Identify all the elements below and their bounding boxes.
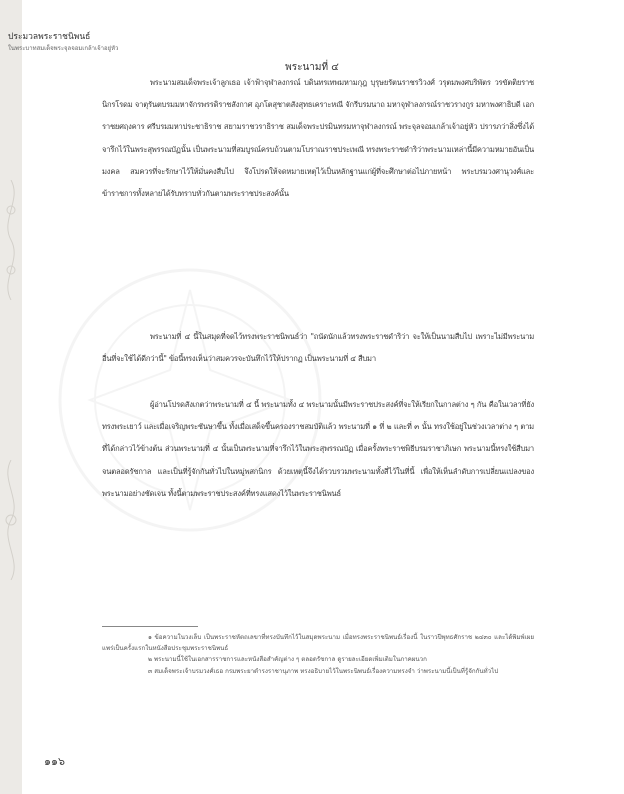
footnote-3: ๓ สมเด็จพระเจ้าบรมวงศ์เธอ กรมพระยาดำรงราชานุภาพ ทรงอธิบายไว้ในพระนิพนธ์เรื่องความทรงจำ ว่าพระนามนี้เป็นที่รู้จักกันทั่วไป — [148, 667, 499, 675]
section-heading: พระนามที่ ๔ — [285, 62, 339, 73]
paragraph-1 — [102, 72, 534, 205]
ornament-icon — [0, 460, 22, 580]
page-number: ๑๑๖ — [44, 755, 65, 768]
footnotes — [102, 632, 534, 677]
paragraph-3 — [102, 394, 534, 505]
header-title: ประมวลพระราชนิพนธ์ — [8, 32, 91, 42]
header-subtitle: ในพระบาทสมเด็จพระจุลจอมเกล้าเจ้าอยู่หัว — [8, 45, 119, 52]
paragraph-text: ผู้อ่านโปรดสังเกตว่าพระนามที่ ๔ นี้ พระนามทั้ง ๔ พระนามนั้นมีพระราชประสงค์ที่จะให้เรียกในกาลต่าง ๆ กัน คือในเวลาที่ยังทรงพระเยาว์ และเมื่อเจริญพระชันษาขึ้น ทั้งเมื่อเสด็จขึ้นครองราชสมบัติแล้ว พระนามที่ ๑ ที่ ๒ และที่ ๓ นั้น ทรงใช้อยู่ในช่วงเวลาต่าง ๆ ตามที่ได้กล่าวไว้ข้างต้น ส่วนพระนามที่ ๔ นั้นเป็นพระนามที่จารึกไว้ในพระสุพรรณบัฏ เมื่อครั้งพระราชพิธีบรมราชาภิเษก พระนามนี้ทรงใช้สืบมาจนตลอดรัชกาล และเป็นที่รู้จักกันทั่วไปในหมู่พสกนิกร ด้วยเหตุนี้จึงได้รวบรวมพระนามทั้งสี่ไว้ในที่นี้ เพื่อให้เห็นลำดับการเปลี่ยนแปลงของพระนามอย่างชัดเจน ทั้งนี้ตามพระราชประสงค์ที่ทรงแสดงไว้ในพระราชนิพนธ์ — [102, 400, 534, 498]
paragraph-text: พระนามสมเด็จพระเจ้าลูกเธอ เจ้าฟ้าจุฬาลงกรณ์ บดินทรเทพมหามกุฎ บุรุษยรัตนราชรวิวงศ์ วรุตมพงศบริพัตร วรขัตติยราชนิกรโรดม จาตุรันตบรมมหาจักรพรรดิราชสังกาศ อุภโตสุชาตสังสุทธเคราะหณี จักรีบรมนาถ มหาจุฬาลงกรณ์ราชวรางกูร มหาพงศาธิบดี เอกราชยศฤงคาร ศรีบรมมหาประชาธิราช สยามราชวราธิราช สมเด็จพระปรมินทรมหาจุฬาลงกรณ์ พระจุลจอมเกล้าเจ้าอยู่หัว ปรารภว่าสิ่งซึ่งได้จารึกไว้ในพระสุพรรณบัฏนั้น เป็นพระนามที่สมบูรณ์ครบถ้วนตามโบราณราชประเพณี ทรงพระราชดำริว่าพระนามเหล่านี้มีความหมายอันเป็นมงคล สมควรที่จะรักษาไว้ให้มั่นคงสืบไป จึงโปรดให้จดหมายเหตุไว้เป็นหลักฐานแก่ผู้ที่จะศึกษาต่อไปภายหน้า พระบรมวงศานุวงศ์และข้าราชการทั้งหลายได้รับทราบทั่วกันตามพระราชประสงค์นั้น — [102, 78, 534, 199]
footnote-1: ๑ ข้อความในวงเล็บ เป็นพระราชหัตถเลขาที่ทรงบันทึกไว้ในสมุดพระนาม เมื่อทรงพระราชนิพนธ์เรื่องนี้ ในราวปีพุทธศักราช ๒๔๓๐ และได้พิมพ์เผยแพร่เป็นครั้งแรกในหนังสือประชุมพระราชนิพนธ์ — [102, 634, 534, 653]
running-header — [8, 32, 118, 54]
footnote-divider — [102, 626, 198, 627]
footnote-2: ๒ พระนามนี้ใช้ในเอกสารราชการและหนังสือสำคัญต่าง ๆ ตลอดรัชกาล ดูรายละเอียดเพิ่มเติมในภาคผนวก — [148, 656, 427, 664]
ornament-icon — [0, 180, 22, 300]
decorative-sidebar — [0, 0, 22, 794]
paragraph-text: พระนามที่ ๔ นี้ในสมุดที่จดไว้ทรงพระราชนิพนธ์ว่า "ถนัดนักแล้วทรงพระราชดำริว่า จะให้เป็นนามสืบไป เพราะไม่มีพระนามอื่นที่จะใช้ได้ดีกว่านี้" ข้อนี้ทรงเห็นว่าสมควรจะบันทึกไว้ให้ปรากฏ เป็นพระนามที่ ๔ สืบมา — [102, 332, 534, 364]
paragraph-2 — [102, 326, 534, 370]
